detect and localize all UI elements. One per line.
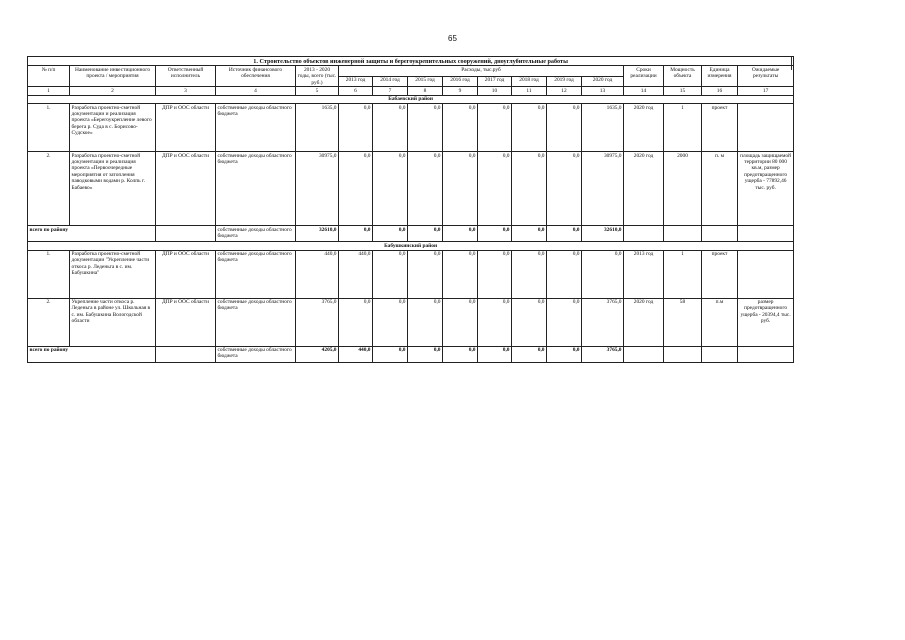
page-number: 65	[448, 34, 457, 43]
column-number: 15	[664, 87, 702, 95]
header-year: 2016 год	[443, 76, 478, 87]
column-number: 9	[443, 87, 478, 95]
region-header-row	[28, 242, 794, 250]
project-row	[28, 298, 794, 346]
year-amount: 0,0	[443, 250, 478, 298]
year-amount: 0,0	[478, 226, 512, 242]
year-amount: 0,0	[582, 250, 624, 298]
year-amount: 1635,0	[582, 104, 624, 152]
total-amount: 440,0	[296, 250, 339, 298]
region-total-row	[28, 226, 794, 242]
header-year: 2013 год	[339, 76, 373, 87]
total-amount: 4205,0	[296, 346, 339, 362]
column-number: 14	[624, 87, 664, 95]
funding-source: собственные доходы областного бюджета	[216, 250, 296, 298]
executor: ДПР и ООС области	[156, 250, 216, 298]
capacity: 2000	[664, 152, 702, 226]
unit: п. м	[702, 152, 738, 226]
year-amount: 0,0	[443, 104, 478, 152]
total-amount: 1635,0	[296, 104, 339, 152]
header-year: 2018 год	[512, 76, 547, 87]
empty-cell	[664, 346, 702, 362]
year-amount: 32610,0	[582, 226, 624, 242]
year-amount: 0,0	[478, 152, 512, 226]
year-amount: 0,0	[547, 346, 582, 362]
year-amount: 0,0	[443, 346, 478, 362]
header-year: 2015 год	[408, 76, 443, 87]
header-terms: Сроки реализации	[624, 66, 664, 87]
expected-results: площадь защищаемой территории 80 000 кв.м, размер предотвращенного ущерба - 77892,46 тыс. руб.	[738, 152, 794, 226]
executor: ДПР и ООС области	[156, 104, 216, 152]
year-amount: 0,0	[547, 152, 582, 226]
empty-cell	[624, 226, 664, 242]
funding-source: собственные доходы областного бюджета	[216, 226, 296, 242]
column-number: 12	[547, 87, 582, 95]
project-row	[28, 104, 794, 152]
year-amount: 0,0	[478, 346, 512, 362]
column-number: 1	[28, 87, 70, 95]
column-number: 3	[156, 87, 216, 95]
empty-cell	[624, 346, 664, 362]
investment-plan-table	[27, 56, 794, 363]
header-capacity: Мощность объекта	[664, 66, 702, 87]
empty-cell	[156, 346, 216, 362]
project-name: Укрепление части откоса р. Леденьга в районе ул. Школьная в с. им. Бабушкина Вологодской области	[70, 298, 156, 346]
header-total: 2013 - 2020 годы, всего (тыс. руб.)	[296, 66, 339, 87]
empty-cell	[738, 226, 794, 242]
column-number: 2	[70, 87, 156, 95]
column-number: 4	[216, 87, 296, 95]
header-row-1	[28, 66, 794, 77]
unit: проект	[702, 250, 738, 298]
implementation-term: 2020 год	[624, 104, 664, 152]
year-amount: 0,0	[512, 152, 547, 226]
funding-source: собственные доходы областного бюджета	[216, 104, 296, 152]
year-amount: 0,0	[408, 250, 443, 298]
header-source: Источник финансового обеспечения	[216, 66, 296, 87]
column-number: 16	[702, 87, 738, 95]
year-amount: 30975,0	[582, 152, 624, 226]
funding-source: собственные доходы областного бюджета	[216, 152, 296, 226]
total-amount: 32610,0	[296, 226, 339, 242]
header-name: Наименование инвестиционного проекта / мероприятия	[70, 66, 156, 87]
year-amount: 0,0	[512, 104, 547, 152]
header-year: 2014 год	[373, 76, 408, 87]
year-amount: 0,0	[512, 346, 547, 362]
year-amount: 0,0	[339, 226, 373, 242]
header-expenses: Расходы, тыс.руб	[339, 66, 624, 77]
executor: ДПР и ООС области	[156, 298, 216, 346]
column-number: 6	[339, 87, 373, 95]
implementation-term: 2020 год	[624, 152, 664, 226]
column-number: 7	[373, 87, 408, 95]
year-amount: 0,0	[373, 226, 408, 242]
implementation-term: 2013 год	[624, 250, 664, 298]
year-amount: 0,0	[512, 226, 547, 242]
year-amount: 0,0	[408, 226, 443, 242]
header-year: 2017 год	[478, 76, 512, 87]
year-amount: 3765,0	[582, 346, 624, 362]
project-name: Разработка проектно-сметной документации и реализация проекта «Берегоукрепление левого берега р. Суда в с. Борисово-Судское»	[70, 104, 156, 152]
total-label: всего по району	[28, 346, 156, 362]
header-executor: Ответственный исполнитель	[156, 66, 216, 87]
capacity: 1	[664, 250, 702, 298]
year-amount: 0,0	[339, 298, 373, 346]
capacity: 1	[664, 104, 702, 152]
year-amount: 3765,0	[582, 298, 624, 346]
total-label: всего по району	[28, 226, 156, 242]
header-results: Ожидаемые результаты	[738, 66, 794, 87]
unit: проект	[702, 104, 738, 152]
year-amount: 440,0	[339, 346, 373, 362]
total-amount: 30975,0	[296, 152, 339, 226]
year-amount: 0,0	[373, 298, 408, 346]
row-number: 1.	[28, 250, 70, 298]
empty-cell	[702, 346, 738, 362]
year-amount: 0,0	[443, 152, 478, 226]
column-number: 5	[296, 87, 339, 95]
column-number: 8	[408, 87, 443, 95]
header-unit: Единица измерения	[702, 66, 738, 87]
row-number: 2.	[28, 152, 70, 226]
year-amount: 0,0	[512, 298, 547, 346]
project-name: Разработка проектно-сметной документации и реализация проекта «Первоочередные мероприятия от затопления паводковыми водами р. Колпь г. Бабаево»	[70, 152, 156, 226]
expected-results: размер предотвращенного ущерба - 20394,4 тыс. руб.	[738, 298, 794, 346]
year-amount: 0,0	[547, 226, 582, 242]
year-amount: 0,0	[408, 298, 443, 346]
empty-cell	[156, 226, 216, 242]
project-row	[28, 152, 794, 226]
year-amount: 0,0	[547, 104, 582, 152]
year-amount: 440,0	[339, 250, 373, 298]
empty-cell	[738, 346, 794, 362]
header-num: № п/п	[28, 66, 70, 87]
year-amount: 0,0	[443, 298, 478, 346]
header-year: 2020 год	[582, 76, 624, 87]
column-number: 17	[738, 87, 794, 95]
year-amount: 0,0	[478, 298, 512, 346]
project-name: Разработка проектно-сметной документации "Укрепление части откоса р. Леденьга в с. им. Бабушкина"	[70, 250, 156, 298]
year-amount: 0,0	[478, 104, 512, 152]
year-amount: 0,0	[339, 104, 373, 152]
year-amount: 0,0	[408, 104, 443, 152]
empty-cell	[664, 226, 702, 242]
expected-results	[738, 250, 794, 298]
unit: п.м	[702, 298, 738, 346]
year-amount: 0,0	[373, 152, 408, 226]
year-amount: 0,0	[478, 250, 512, 298]
column-number: 13	[582, 87, 624, 95]
project-row	[28, 250, 794, 298]
year-amount: 0,0	[547, 250, 582, 298]
table-body	[28, 57, 794, 363]
year-amount: 0,0	[408, 152, 443, 226]
column-number: 10	[478, 87, 512, 95]
total-amount: 3765,0	[296, 298, 339, 346]
funding-source: собственные доходы областного бюджета	[216, 346, 296, 362]
region-header-row	[28, 95, 794, 103]
implementation-term: 2020 год	[624, 298, 664, 346]
table-title: 1. Строительство объектов инженерной защиты и берегоукрепительных сооружений, дноуглубительные работы	[28, 57, 794, 66]
expected-results	[738, 104, 794, 152]
year-amount: 0,0	[373, 104, 408, 152]
empty-cell	[702, 226, 738, 242]
year-amount: 0,0	[373, 250, 408, 298]
row-number: 2.	[28, 298, 70, 346]
year-amount: 0,0	[547, 298, 582, 346]
year-amount: 0,0	[512, 250, 547, 298]
column-number: 11	[512, 87, 547, 95]
year-amount: 0,0	[339, 152, 373, 226]
row-number: 1.	[28, 104, 70, 152]
capacity: 58	[664, 298, 702, 346]
year-amount: 0,0	[443, 226, 478, 242]
column-number-row	[28, 87, 794, 95]
year-amount: 0,0	[373, 346, 408, 362]
region-name: Бабаевский район	[28, 95, 794, 103]
region-name: Бабушкинский район	[28, 242, 794, 250]
header-year: 2019 год	[547, 76, 582, 87]
executor: ДПР и ООС области	[156, 152, 216, 226]
region-total-row	[28, 346, 794, 362]
year-amount: 0,0	[408, 346, 443, 362]
funding-source: собственные доходы областного бюджета	[216, 298, 296, 346]
